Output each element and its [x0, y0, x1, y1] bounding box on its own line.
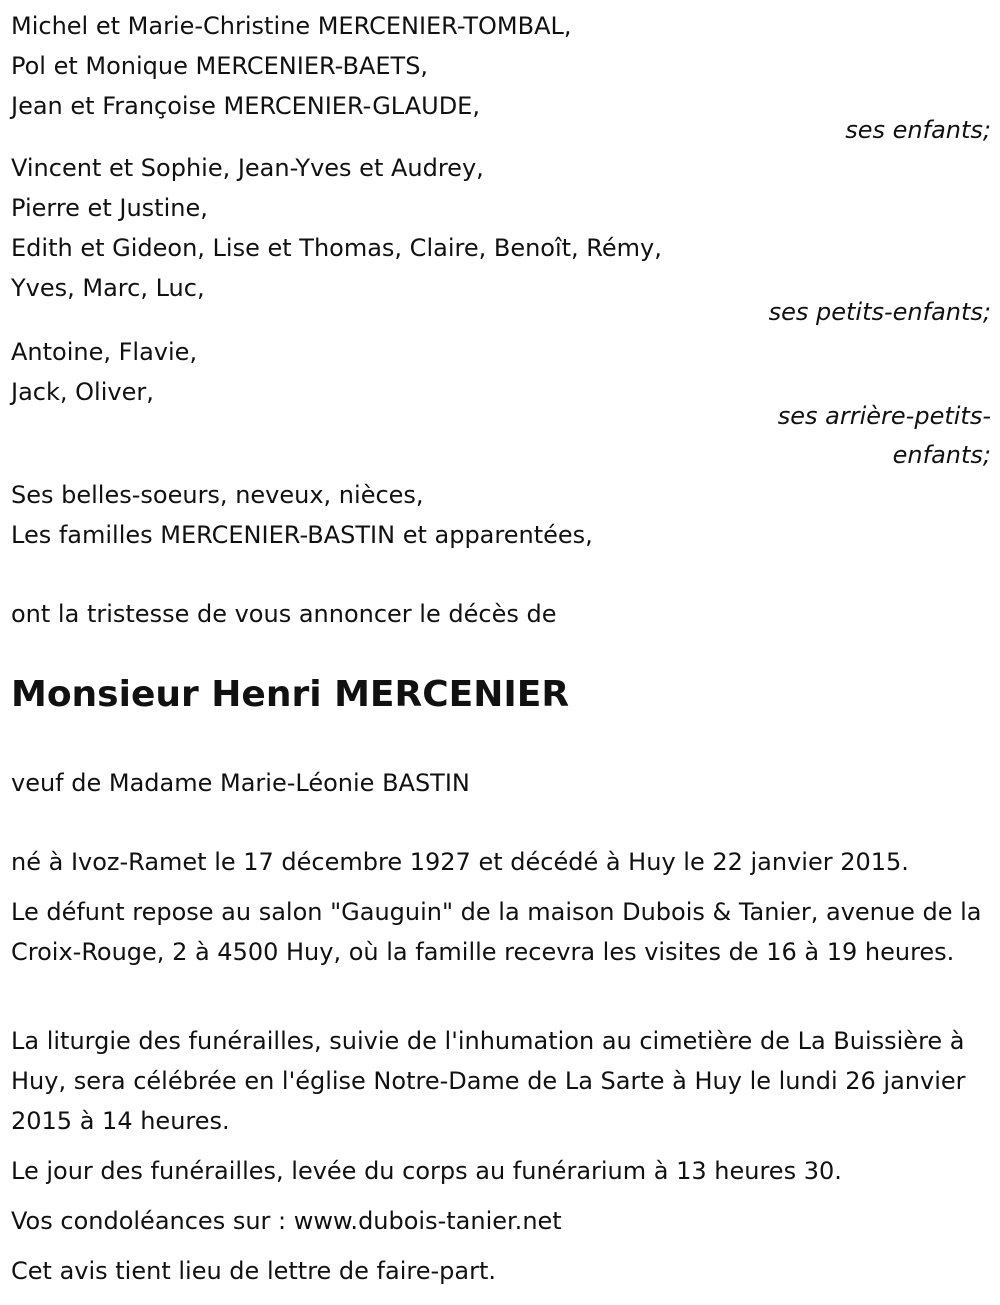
children-role: ses enfants; [845, 116, 991, 144]
grandchildren-block [11, 148, 991, 308]
announcement-text: ont la tristesse de vous annoncer le décès de [11, 600, 557, 628]
family-line: Edith et Gideon, Lise et Thomas, Claire, Benoît, Rémy, [11, 234, 662, 262]
grandchildren-role: ses petits-enfants; [768, 298, 991, 326]
family-line: Jack, Oliver, [11, 378, 154, 406]
family-line: Les familles MERCENIER-BASTIN et apparentées, [11, 521, 593, 549]
widower-text: veuf de Madame Marie-Léonie BASTIN [11, 769, 470, 797]
funeral-paragraph: La liturgie des funérailles, suivie de l'inhumation au cimetière de La Buissière à Huy, sera célébrée en l'église Notre-Dame de La Sarte à Huy le lundi 26 janvier 2015 à 14 heures. [11, 1027, 966, 1135]
family-line: Michel et Marie-Christine MERCENIER-TOMBAL, [11, 12, 572, 40]
extended-family-block [11, 475, 991, 555]
great-grandchildren-role-line2: enfants; [892, 441, 991, 469]
children-block [11, 6, 991, 126]
deceased-name: Monsieur Henri MERCENIER [11, 674, 570, 715]
visitation-paragraph: Le défunt repose au salon "Gauguin" de la maison Dubois & Tanier, avenue de la Croix-Rouge, 2 à 4500 Huy, où la famille recevra les visites de 16 à 19 heures. [11, 898, 982, 966]
family-line: Vincent et Sophie, Jean-Yves et Audrey, [11, 154, 484, 182]
birth-death-paragraph: né à Ivoz-Ramet le 17 décembre 1927 et décédé à Huy le 22 janvier 2015. [11, 848, 909, 876]
family-line: Pierre et Justine, [11, 194, 208, 222]
procession-paragraph: Le jour des funérailles, levée du corps au funérarium à 13 heures 30. [11, 1157, 842, 1185]
great-grandchildren-role-line1: ses arrière-petits- [777, 402, 991, 430]
family-line: Antoine, Flavie, [11, 338, 198, 366]
family-line: Ses belles-soeurs, neveux, nièces, [11, 481, 424, 509]
notice-paragraph: Cet avis tient lieu de lettre de faire-part. [11, 1257, 496, 1285]
family-line: Yves, Marc, Luc, [11, 274, 205, 302]
family-line: Jean et Françoise MERCENIER-GLAUDE, [11, 92, 480, 120]
condolences-paragraph: Vos condoléances sur : www.dubois-tanier.net [11, 1207, 562, 1235]
family-line: Pol et Monique MERCENIER-BAETS, [11, 52, 429, 80]
